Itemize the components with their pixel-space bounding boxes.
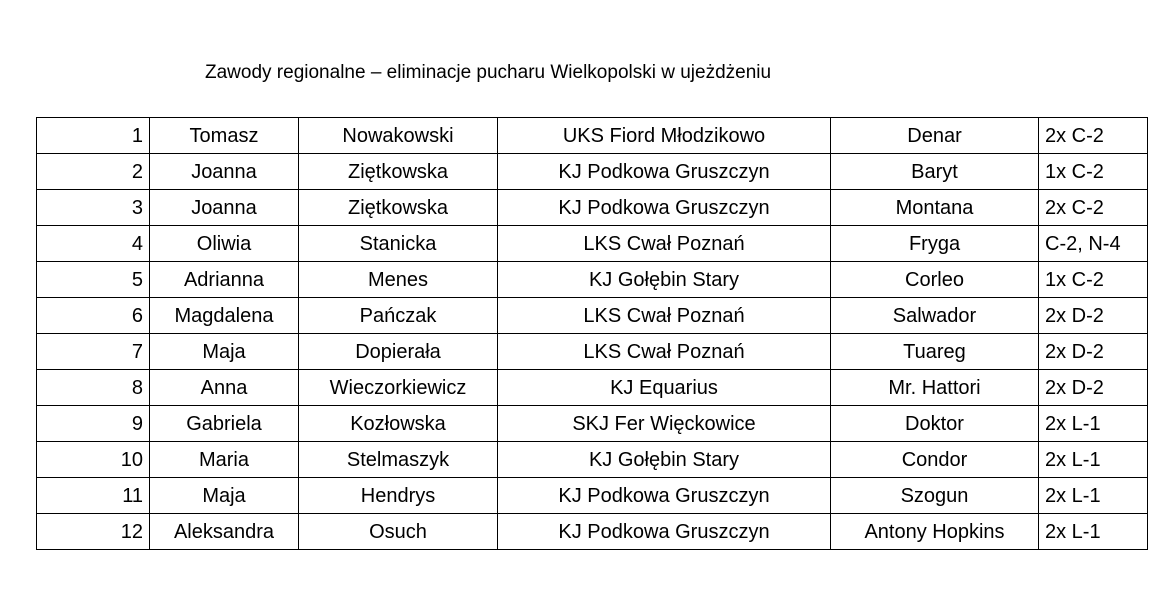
rider-last-name: Ziętkowska — [299, 190, 498, 226]
club-name: LKS Cwał Poznań — [498, 334, 831, 370]
club-name: KJ Gołębin Stary — [498, 262, 831, 298]
club-name: SKJ Fer Więckowice — [498, 406, 831, 442]
club-name: KJ Podkowa Gruszczyn — [498, 190, 831, 226]
rider-first-name: Adrianna — [150, 262, 299, 298]
rider-last-name: Nowakowski — [299, 118, 498, 154]
competition-class: 2x C-2 — [1039, 190, 1148, 226]
table-row — [37, 298, 1148, 334]
club-name: KJ Equarius — [498, 370, 831, 406]
entry-number: 7 — [37, 334, 150, 370]
table-row — [37, 118, 1148, 154]
rider-last-name: Stelmaszyk — [299, 442, 498, 478]
rider-last-name: Pańczak — [299, 298, 498, 334]
horse-name: Denar — [831, 118, 1039, 154]
rider-first-name: Maja — [150, 334, 299, 370]
competition-class: 2x D-2 — [1039, 370, 1148, 406]
table-row — [37, 154, 1148, 190]
entries-table — [36, 117, 1148, 550]
table-row — [37, 190, 1148, 226]
horse-name: Salwador — [831, 298, 1039, 334]
club-name: LKS Cwał Poznań — [498, 226, 831, 262]
competition-class: 2x C-2 — [1039, 118, 1148, 154]
competition-class: 2x L-1 — [1039, 514, 1148, 550]
club-name: KJ Podkowa Gruszczyn — [498, 514, 831, 550]
entry-number: 12 — [37, 514, 150, 550]
rider-first-name: Gabriela — [150, 406, 299, 442]
rider-first-name: Aleksandra — [150, 514, 299, 550]
rider-last-name: Stanicka — [299, 226, 498, 262]
horse-name: Tuareg — [831, 334, 1039, 370]
competition-class: 1x C-2 — [1039, 262, 1148, 298]
horse-name: Doktor — [831, 406, 1039, 442]
table-row — [37, 370, 1148, 406]
horse-name: Montana — [831, 190, 1039, 226]
table-row — [37, 334, 1148, 370]
club-name: UKS Fiord Młodzikowo — [498, 118, 831, 154]
entry-number: 4 — [37, 226, 150, 262]
rider-first-name: Joanna — [150, 154, 299, 190]
rider-first-name: Joanna — [150, 190, 299, 226]
horse-name: Antony Hopkins — [831, 514, 1039, 550]
entry-number: 9 — [37, 406, 150, 442]
horse-name: Corleo — [831, 262, 1039, 298]
rider-last-name: Wieczorkiewicz — [299, 370, 498, 406]
entry-number: 2 — [37, 154, 150, 190]
rider-last-name: Osuch — [299, 514, 498, 550]
club-name: KJ Podkowa Gruszczyn — [498, 478, 831, 514]
horse-name: Condor — [831, 442, 1039, 478]
rider-last-name: Ziętkowska — [299, 154, 498, 190]
entries-table-body — [37, 118, 1148, 550]
competition-class: 2x D-2 — [1039, 334, 1148, 370]
document-title: Zawody regionalne – eliminacje pucharu Wielkopolski w ujeżdżeniu — [205, 62, 772, 83]
entry-number: 11 — [37, 478, 150, 514]
table-row — [37, 262, 1148, 298]
competition-class: 2x L-1 — [1039, 406, 1148, 442]
entry-number: 8 — [37, 370, 150, 406]
competition-class: 2x L-1 — [1039, 442, 1148, 478]
horse-name: Szogun — [831, 478, 1039, 514]
rider-first-name: Magdalena — [150, 298, 299, 334]
rider-first-name: Oliwia — [150, 226, 299, 262]
entry-number: 6 — [37, 298, 150, 334]
rider-last-name: Menes — [299, 262, 498, 298]
entry-number: 3 — [37, 190, 150, 226]
table-row — [37, 226, 1148, 262]
club-name: KJ Podkowa Gruszczyn — [498, 154, 831, 190]
competition-class: 1x C-2 — [1039, 154, 1148, 190]
competition-class: 2x D-2 — [1039, 298, 1148, 334]
horse-name: Fryga — [831, 226, 1039, 262]
rider-last-name: Kozłowska — [299, 406, 498, 442]
table-row — [37, 478, 1148, 514]
entry-number: 1 — [37, 118, 150, 154]
club-name: KJ Gołębin Stary — [498, 442, 831, 478]
table-row — [37, 406, 1148, 442]
competition-class: 2x L-1 — [1039, 478, 1148, 514]
horse-name: Mr. Hattori — [831, 370, 1039, 406]
rider-last-name: Dopierała — [299, 334, 498, 370]
table-row — [37, 442, 1148, 478]
rider-first-name: Maja — [150, 478, 299, 514]
entry-number: 10 — [37, 442, 150, 478]
club-name: LKS Cwał Poznań — [498, 298, 831, 334]
rider-first-name: Anna — [150, 370, 299, 406]
rider-first-name: Tomasz — [150, 118, 299, 154]
rider-last-name: Hendrys — [299, 478, 498, 514]
rider-first-name: Maria — [150, 442, 299, 478]
table-row — [37, 514, 1148, 550]
horse-name: Baryt — [831, 154, 1039, 190]
competition-class: C-2, N-4 — [1039, 226, 1148, 262]
entry-number: 5 — [37, 262, 150, 298]
